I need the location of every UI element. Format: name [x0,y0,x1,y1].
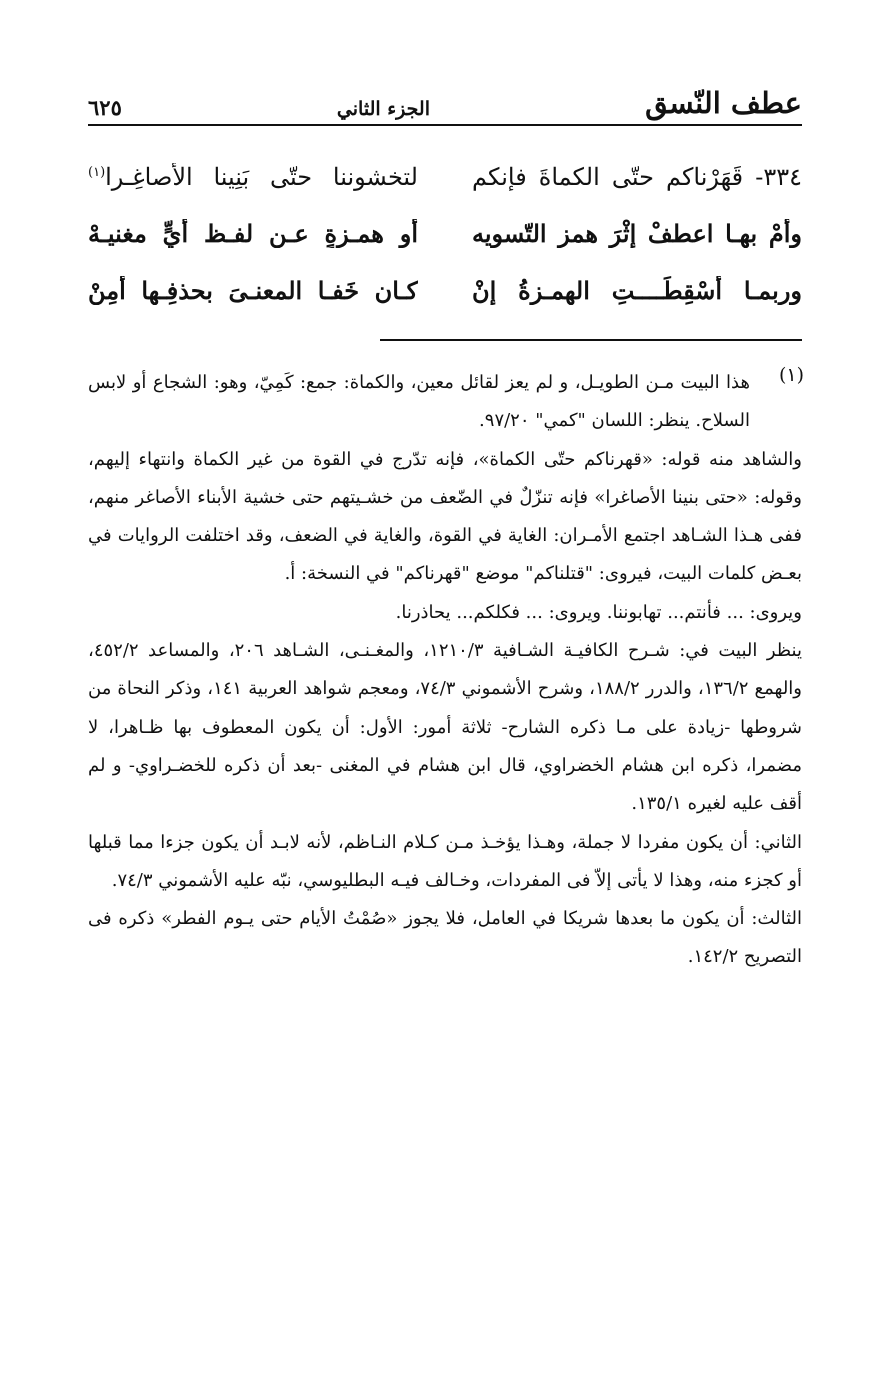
footnote-paragraph: ويروى: ... فأنتم... تهابوننا. ويروى: ... فكلكم... يحاذرنا. [395,601,802,623]
page-number: ٦٢٥ [88,95,122,120]
verse-first-hemistich: ٣٣٤- قَهَرْناكم حتّى الكماةَ فإنكم [472,162,802,191]
footnote-divider [380,339,802,341]
verse-first-hemistich: وأَمْ بهـا اعطفْ إثْرَ همزِ التّسويه [472,219,802,248]
footnote-paragraph: هذا البيت مـن الطويـل، و لم يعز لقائل معين، والكماة: جمع: كَمِيّ، وهو: الشجاع أو لابس السلاح. ينظر: اللسان "كمي" ٩٧/٢٠. [88,372,750,432]
footnote-number: (١) [778,364,804,386]
footnote-paragraph: ينظر البيت في: شـرح الكافيـة الشـافية ١٢١٠/٣، والمغـنـى، الشـاهد ٢٠٦، والمساعد ٤٥٢/٢، والهمع ١٣٦/٢، والدرر ١٨٨/٢، وشرح الأشموني ٧٤/٣، ومعجم شواهد العربية ١٤١، وذكر النحاة من شروطها -زيادة على مـا ذكره الشارح- ثلاثة أمور: الأول: أن يكون المعطوف بها ظـاهرا، لا مضمرا، ذكره ابن هشام الخضراوي، قال ابن هشام في المغنى -بعد أن ذكره للخضـراوي- و لم أقف عليه لغيره ١٣٥/١. [88,640,803,815]
footnote-marker: (١) [88,164,106,180]
verse-first-hemistich: وربمـا أُسْقِطَــــتِ الهمـزةُ إنْ [472,276,802,305]
verse-second-hemistich: كـان خَفـا المعنـىَ بحذفِـها أُمِنْ [88,276,418,305]
verse-row [88,148,802,205]
verse-block [88,148,802,319]
footnote-paragraph: الثالث: أن يكون ما بعدها شريكا في العامل، فلا يجوز «صُمْتُ الأيام حتى يـوم الفطر» ذكره فى التصريح ١٤٢/٢. [88,908,802,968]
verse-second-hemistich: لتخشوننا حتّى بَنِينا الأصاغِـرا$^{(١)}$ [88,162,418,191]
part-label: الجزء الثاني [336,98,431,120]
page-header [88,78,802,120]
header-divider [88,124,802,126]
verse-second-hemistich: أو همـزةٍ عـن لفـظ أيٍّ مغنيـهْ [88,219,418,248]
footnote-paragraph: والشاهد منه قوله: «قهرناكم حتّى الكماة»، فإنه تدّرج في القوة من غير الكماة وانتهاء إليهم، وقوله: «حتى بنينا الأصاغرا» فإنه تنزّلٌ في الضّعف من خشـيتهم حتى خشية الأبناء الأصاغر منهم، ففى هـذا الشـاهد اجتمع الأمـران: الغاية في القوة، والغاية في الضعف، وقد اختلفت الروايات في بعـض كلمات البيت، فيروى: "قتلناكم" موضع "قهرناكم" في النسخة: أ. [88,448,802,585]
verse-row [88,262,802,319]
verse-row [88,205,802,262]
footnote-paragraph: الثاني: أن يكون مفردا لا جملة، وهـذا يؤخـذ مـن كـلام النـاظم، لأنه لابـد أن يكون جزءا مما قبلها أو كجزء منه، وهذا لا يأتى إلاّ فى المفردات، وخـالف فيـه البطليوسي، نبّه عليه الأشموني ٧٤/٣. [88,831,802,891]
chapter-title: عطف النّسق [645,86,802,120]
footnote-block [88,364,802,977]
